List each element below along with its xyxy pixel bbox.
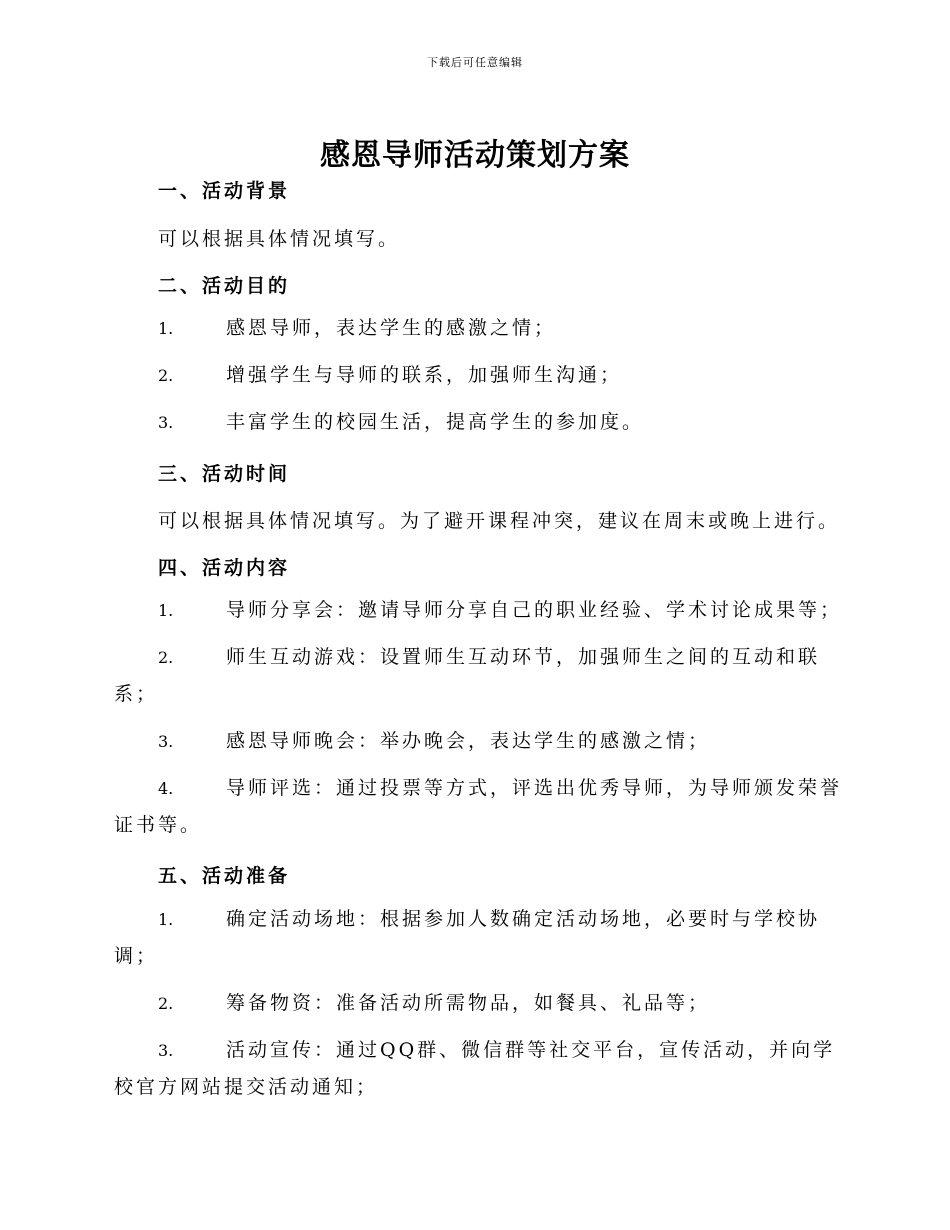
time-text: 可以根据具体情况填写。为了避开课程冲突，建议在周末或晚上进行。 — [158, 510, 841, 532]
section-heading-preparation: 五、活动准备 — [158, 865, 291, 887]
list-number: 1. — [158, 319, 174, 338]
list-number: 2. — [158, 648, 174, 667]
list-number: 3. — [158, 413, 174, 432]
section-heading-goals: 二、活动目的 — [158, 275, 291, 297]
document-title: 感恩导师活动策划方案 — [320, 138, 630, 173]
goal-item — [114, 357, 838, 394]
list-number: 3. — [158, 1041, 174, 1060]
list-item-text: 增强学生与导师的联系，加强师生沟通； — [226, 364, 623, 386]
list-item-text-continued: 证书等。 — [114, 814, 203, 836]
content-item — [114, 639, 838, 713]
list-number: 2. — [158, 994, 174, 1013]
list-number: 4. — [158, 779, 174, 798]
list-item-text: 活动宣传：通过QQ群、微信群等社交平台，宣传活动，并向学 — [226, 1039, 836, 1061]
content-item — [114, 723, 838, 760]
preparation-item — [114, 901, 838, 975]
list-number: 2. — [158, 366, 174, 385]
section-heading-time: 三、活动时间 — [158, 463, 291, 485]
preparation-item — [114, 1032, 838, 1106]
content-item — [114, 592, 843, 629]
list-item-text: 导师评选：通过投票等方式，评选出优秀导师，为导师颁发荣誉 — [226, 777, 843, 799]
section-heading-content: 四、活动内容 — [158, 557, 291, 579]
list-item-text: 感恩导师晚会：举办晚会，表达学生的感激之情； — [226, 730, 711, 752]
page-header-note: 下载后可任意编辑 — [427, 56, 523, 69]
list-number: 1. — [158, 601, 174, 620]
list-item-text-continued: 校官方网站提交活动通知； — [114, 1076, 379, 1098]
goal-item — [114, 310, 838, 347]
content-item — [114, 770, 843, 844]
list-item-text: 师生互动游戏：设置师生互动环节，加强师生之间的互动和联 — [226, 646, 821, 668]
list-item-text: 导师分享会：邀请导师分享自己的职业经验、学术讨论成果等； — [226, 599, 843, 621]
list-item-text-continued: 调； — [114, 945, 159, 967]
list-item-text: 筹备物资：准备活动所需物品，如餐具、礼品等； — [226, 992, 711, 1014]
background-text: 可以根据具体情况填写。 — [158, 228, 401, 250]
list-number: 1. — [158, 910, 174, 929]
list-item-text: 确定活动场地：根据参加人数确定活动场地，必要时与学校协 — [226, 908, 821, 930]
list-item-text: 丰富学生的校园生活，提高学生的参加度。 — [226, 411, 645, 433]
preparation-item — [114, 985, 838, 1022]
goal-item — [114, 404, 838, 441]
list-item-text: 感恩导师，表达学生的感激之情； — [226, 317, 557, 339]
list-number: 3. — [158, 732, 174, 751]
section-heading-background: 一、活动背景 — [158, 180, 291, 202]
list-item-text-continued: 系； — [114, 683, 159, 705]
